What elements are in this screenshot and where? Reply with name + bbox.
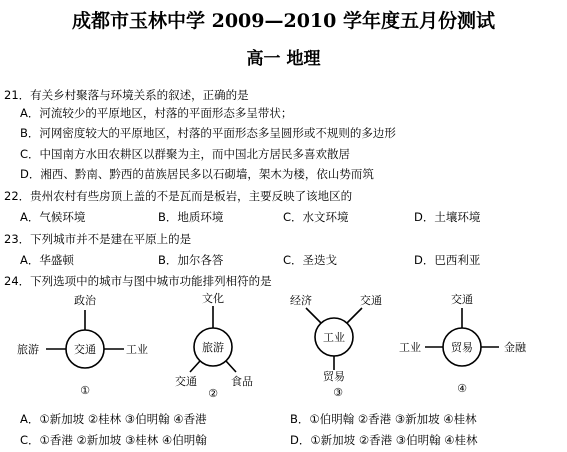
diagram-2-number: ② [208,387,218,400]
diagram-3-number: ③ [333,386,343,399]
question-22-option-c: C．水文环境 [283,210,349,224]
question-23-option-b: B．加尔各答 [158,253,224,267]
question-24-option-b: B．①伯明翰 ②香港 ③新加坡 ④桂林 [290,412,477,426]
diagram-2-center: 旅游 [202,341,224,354]
diagram-4-center: 贸易 [451,341,473,354]
question-23-option-a: A．华盛顿 [20,253,74,267]
question-22-option-b: B．地质环境 [158,210,224,224]
diagram-2-bottom-right: 食品 [231,375,253,388]
question-24-option-d: D．①新加坡 ②香港 ③伯明翰 ④桂林 [290,433,478,447]
question-21-option-b: B．河网密度较大的平原地区，村落的平面形态多呈圆形或不规则的多边形 [20,126,396,140]
question-21-stem: 21．有关乡村聚落与环境关系的叙述，正确的是 [4,88,249,102]
question-22-option-a: A．气候环境 [20,210,86,224]
question-22-stem: 22．贵州农村有些房顶上盖的不是瓦而是板岩，主要反映了该地区的 [4,189,353,203]
city-function-diagrams [0,292,567,400]
question-23-option-c: C．圣迭戈 [283,253,338,267]
diagram-4 [399,292,527,395]
diagram-4-top: 交通 [451,293,473,306]
question-22-option-d: D．土壤环境 [414,210,481,224]
question-21-option-d: D．湘西、黔南、黔西的苗族居民多以石砌墙，架木为楼，依山势而筑 [20,167,374,181]
diagram-2-bottom-left: 交通 [175,375,197,388]
question-24-option-c: C．①香港 ②新加坡 ③桂林 ④伯明翰 [20,433,207,447]
question-23-option-d: D．巴西利亚 [414,253,481,267]
diagram-1-left: 旅游 [17,343,39,356]
diagram-1-top: 政治 [74,294,96,307]
diagram-1-number: ① [80,384,90,397]
question-24-stem: 24．下列选项中的城市与图中城市功能排列相符的是 [4,274,272,288]
question-24-option-a: A．①新加坡 ②桂林 ③伯明翰 ④香港 [20,412,207,426]
question-21-option-a: A．河流较少的平原地区，村落的平面形态多呈带状； [20,106,293,120]
diagram-3-top-left: 经济 [290,294,312,307]
diagram-4-right: 金融 [504,341,526,354]
diagram-3 [290,293,382,399]
diagram-1-right: 工业 [126,343,148,356]
diagram-1-center: 交通 [74,343,96,356]
diagram-3-center: 工业 [323,331,345,344]
diagram-1 [17,293,148,397]
diagram-4-left: 工业 [399,341,421,354]
diagram-2 [175,292,253,400]
question-21-option-c: C．中国南方水田农耕区以群聚为主，而中国北方居民多喜欢散居 [20,147,351,161]
exam-subtitle: 高一 地理 [246,49,321,69]
question-23-stem: 23．下列城市并不是建在平原上的是 [4,232,192,246]
diagram-3-top-right: 交通 [360,294,382,307]
exam-title: 成都市玉林中学 2009—2010 学年度五月份测试 [72,10,495,32]
diagram-4-number: ④ [457,382,467,395]
diagram-3-bottom: 贸易 [323,370,345,383]
diagram-2-top: 文化 [202,292,224,305]
